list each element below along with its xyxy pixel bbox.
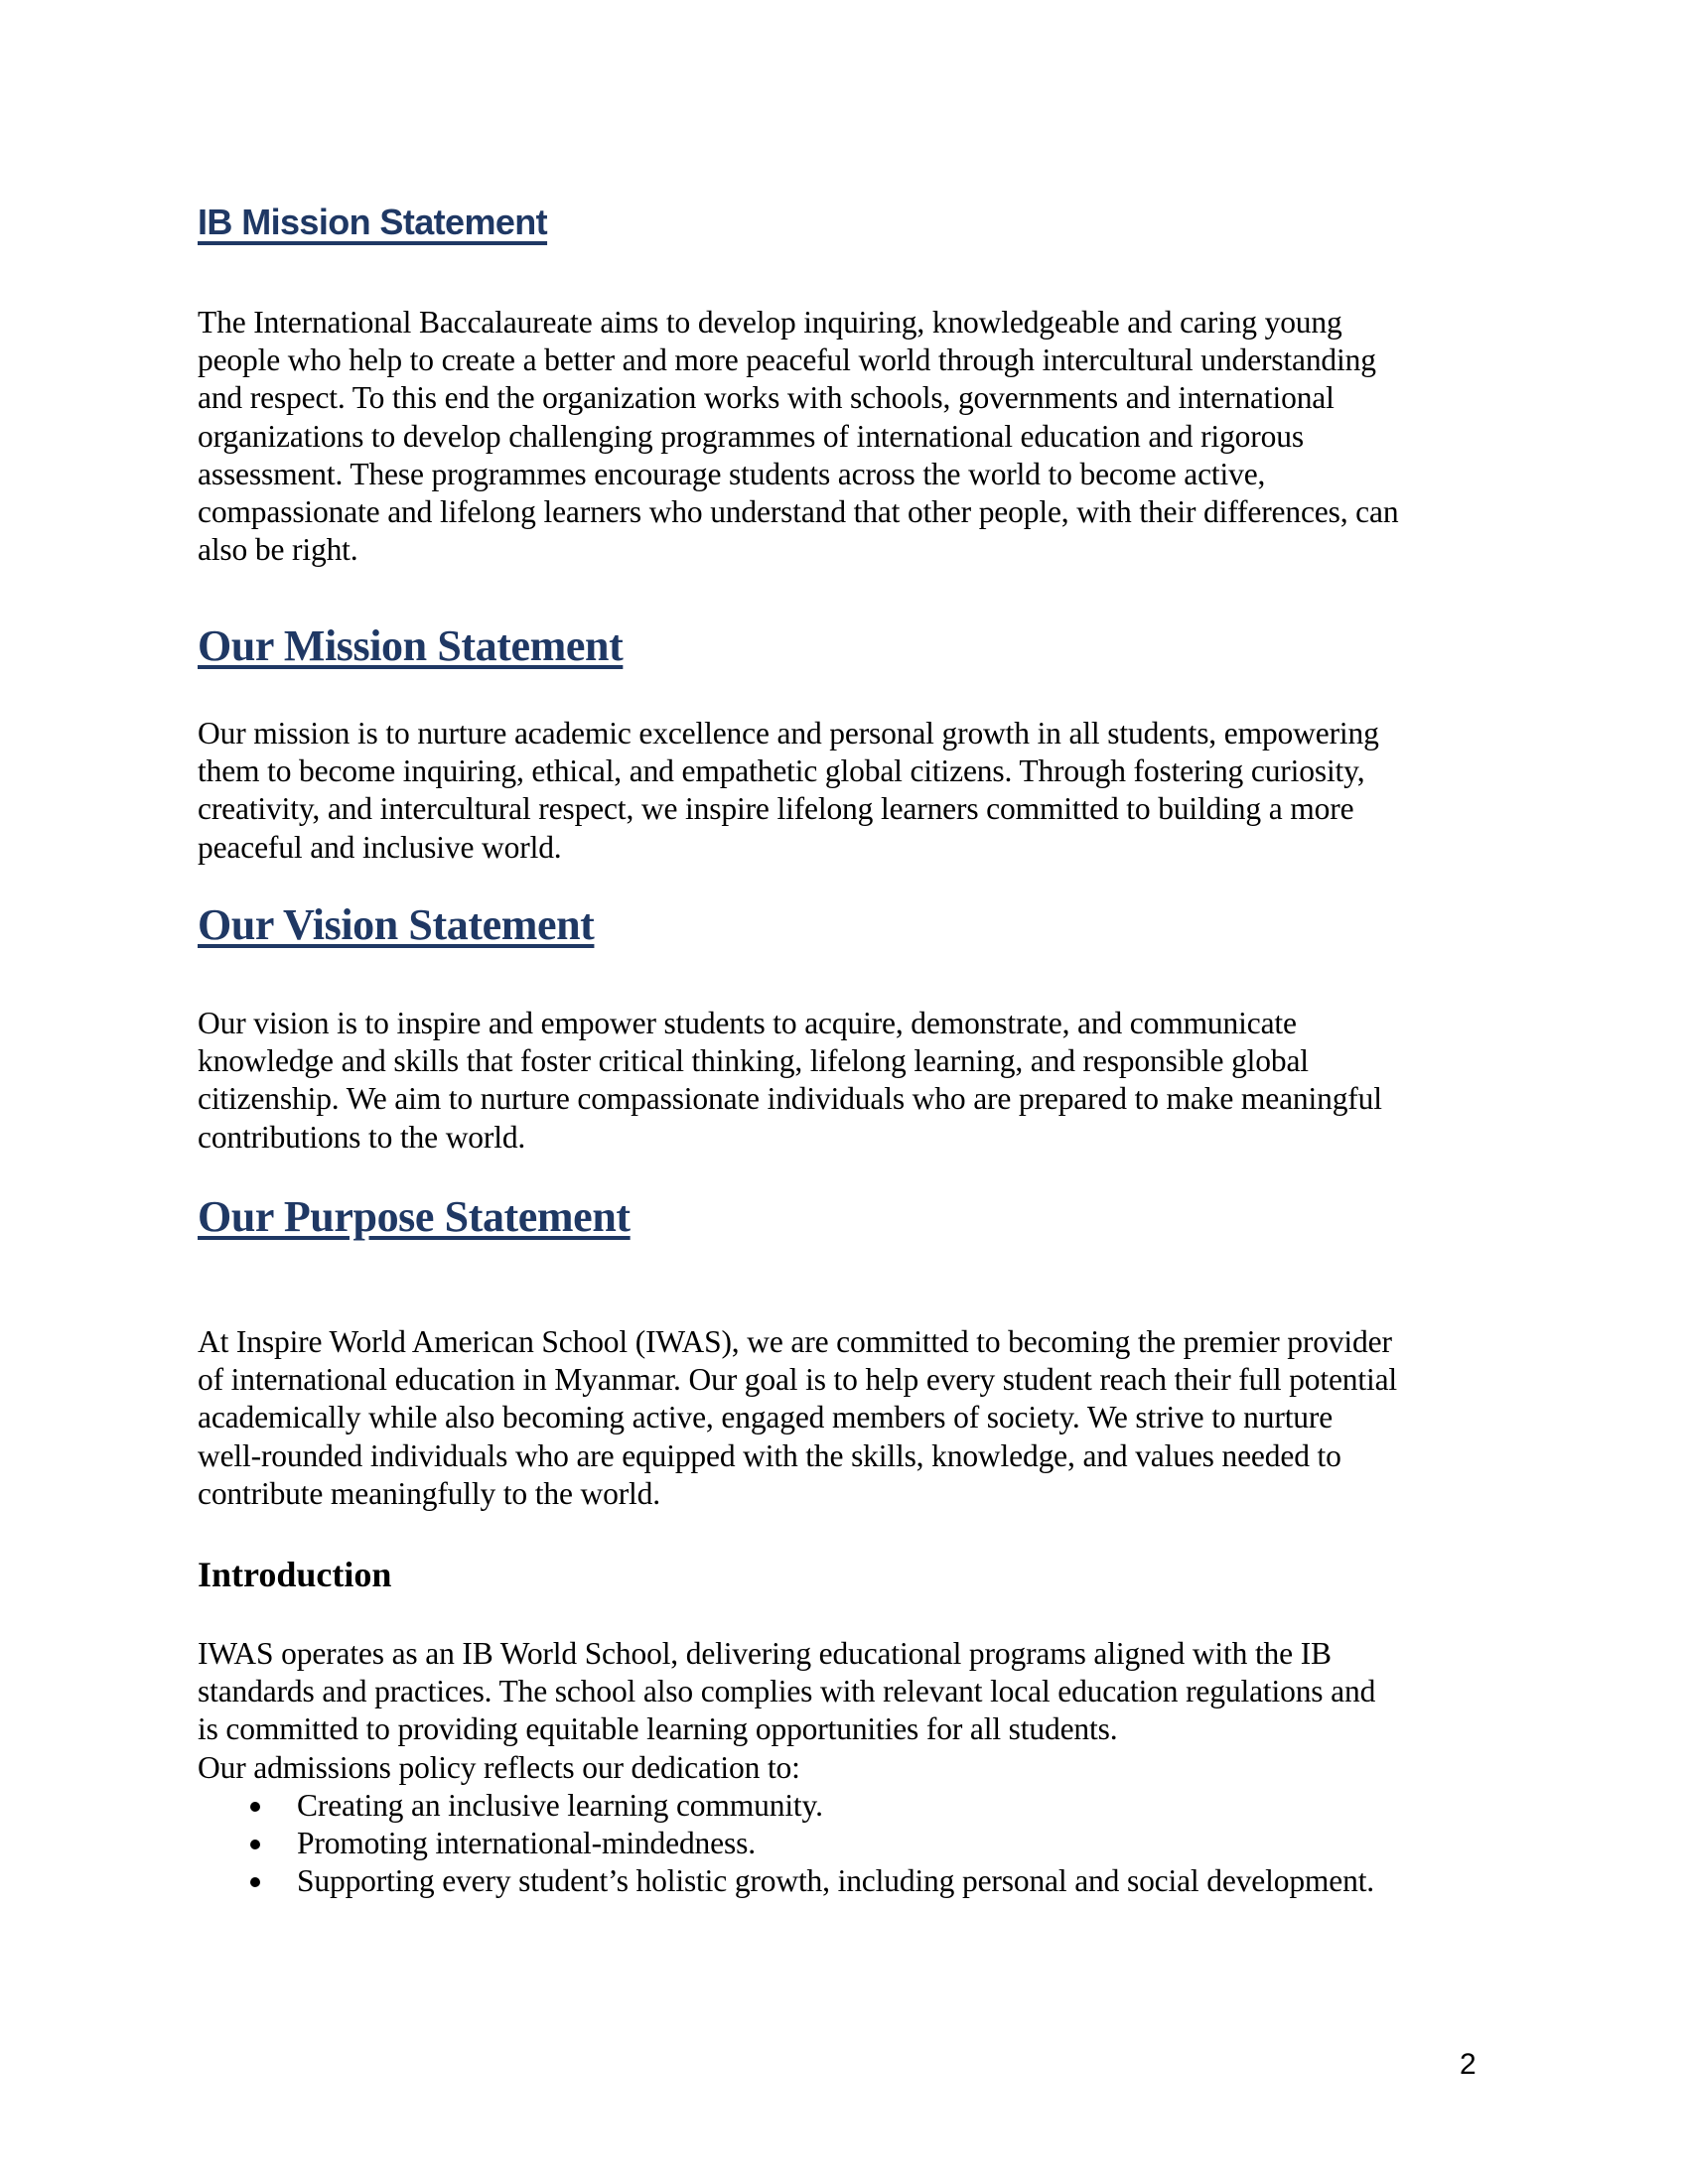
list-item xyxy=(198,1787,1375,1825)
paragraph-line: of international education in Myanmar. Our goal is to help every student reach their full potential xyxy=(198,1362,1398,1398)
paragraph-line: At Inspire World American School (IWAS), we are committed to becoming the premier provider xyxy=(198,1324,1392,1359)
paragraph-line: also be right. xyxy=(198,532,358,568)
our-mission-paragraph xyxy=(198,715,1379,867)
our-vision-paragraph xyxy=(198,1005,1382,1157)
paragraph-line: peaceful and inclusive world. xyxy=(198,829,562,865)
paragraph-line: well-rounded individuals who are equipped with the skills, knowledge, and values needed to xyxy=(198,1437,1341,1473)
bullet-icon xyxy=(250,1840,260,1849)
paragraph-line: knowledge and skills that foster critical thinking, lifelong learning, and responsible global xyxy=(198,1043,1309,1079)
paragraph-line: contribute meaningfully to the world. xyxy=(198,1475,660,1511)
paragraph-line: and respect. To this end the organization works with schools, governments and international xyxy=(198,380,1335,416)
admissions-dedication-list xyxy=(198,1787,1375,1901)
paragraph-line: creativity, and intercultural respect, we inspire lifelong learners committed to building a more xyxy=(198,791,1354,827)
paragraph-line: compassionate and lifelong learners who understand that other people, with their differences, can xyxy=(198,493,1399,529)
paragraph-line: people who help to create a better and more peaceful world through intercultural understanding xyxy=(198,342,1376,378)
introduction-heading: Introduction xyxy=(198,1555,392,1594)
paragraph-line: Our vision is to inspire and empower students to acquire, demonstrate, and communicate xyxy=(198,1006,1297,1040)
paragraph-line: IWAS operates as an IB World School, delivering educational programs aligned with the IB xyxy=(198,1636,1332,1671)
paragraph-line: Our mission is to nurture academic excellence and personal growth in all students, empowering xyxy=(198,716,1379,751)
list-item-text: Promoting international-mindedness. xyxy=(297,1825,756,1860)
bullet-icon xyxy=(250,1877,260,1887)
paragraph-line: assessment. These programmes encourage students across the world to become active, xyxy=(198,456,1266,491)
our-mission-heading: Our Mission Statement xyxy=(198,621,624,670)
list-item xyxy=(198,1862,1375,1900)
paragraph-line: them to become inquiring, ethical, and empathetic global citizens. Through fostering curiosity, xyxy=(198,753,1365,789)
paragraph-line: academically while also becoming active, engaged members of society. We strive to nurture xyxy=(198,1400,1334,1435)
our-purpose-heading: Our Purpose Statement xyxy=(198,1192,631,1241)
paragraph-line: organizations to develop challenging programmes of international education and rigorous xyxy=(198,418,1304,454)
paragraph-line: is committed to providing equitable learning opportunities for all students. xyxy=(198,1711,1118,1747)
page-number: 2 xyxy=(1460,2048,1477,2081)
paragraph-line: The International Baccalaureate aims to develop inquiring, knowledgeable and caring young xyxy=(198,305,1342,340)
paragraph-line: contributions to the world. xyxy=(198,1119,526,1155)
ib-mission-paragraph xyxy=(198,304,1398,569)
ib-mission-heading: IB Mission Statement xyxy=(198,202,548,242)
our-purpose-paragraph xyxy=(198,1323,1397,1513)
bullet-icon xyxy=(250,1802,260,1812)
introduction-paragraph xyxy=(198,1635,1375,1900)
paragraph-line: citizenship. We aim to nurture compassionate individuals who are prepared to make meaningful xyxy=(198,1081,1382,1117)
list-item-text: Creating an inclusive learning community. xyxy=(297,1787,823,1823)
paragraph-line: standards and practices. The school also complies with relevant local education regulations and xyxy=(198,1674,1376,1709)
our-vision-heading: Our Vision Statement xyxy=(198,900,595,949)
list-item xyxy=(198,1825,1375,1862)
paragraph-line: Our admissions policy reflects our dedication to: xyxy=(198,1749,800,1785)
list-item-text: Supporting every student’s holistic growth, including personal and social development. xyxy=(297,1863,1375,1899)
